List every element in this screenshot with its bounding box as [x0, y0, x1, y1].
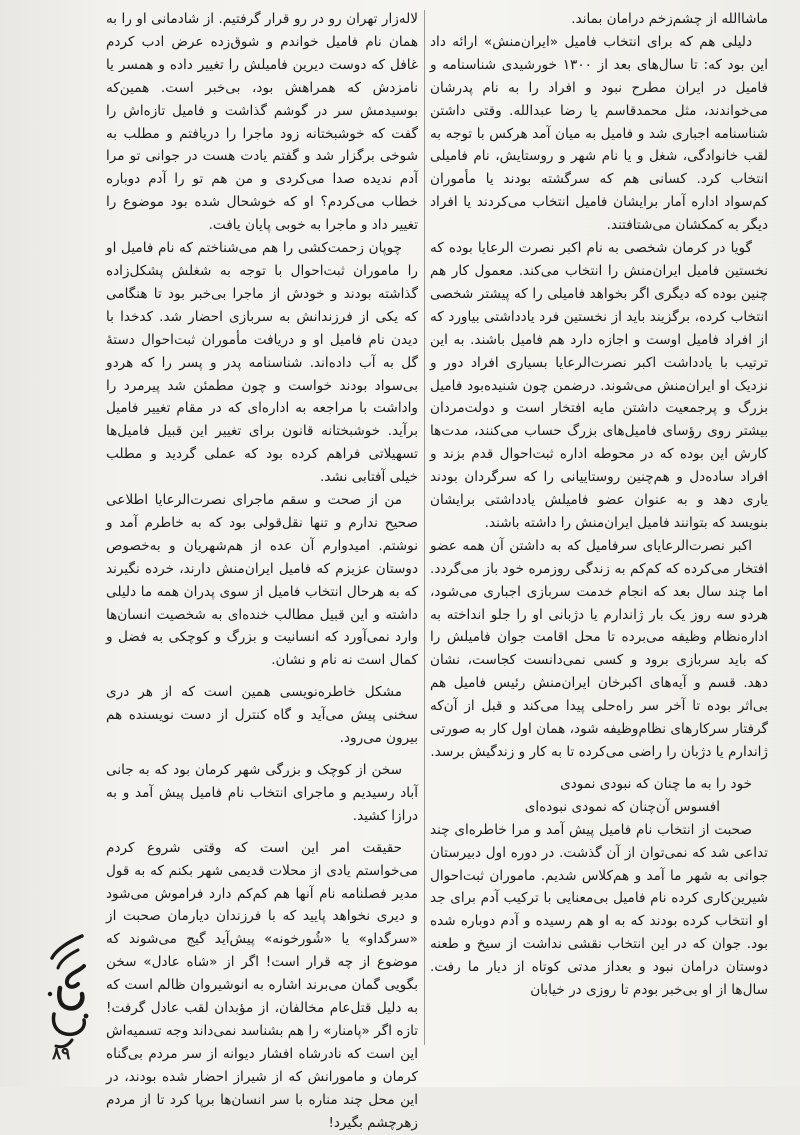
- paragraph: من از صحت و سقم ماجرای نصرت‌الرعایا اطلاعی صحیح ندارم و تنها نقل‌قولی بود که به خاطرم آمد و نوشتم. امیدوارم آن عده از هم‌شهریان و به‌خصوص دوستان عزیزم که فامیل ایران‌منش دارند، خرده نگیرند که به هرحال انتخاب فامیل از سوی پدران همه ما دلیلی داشته و این قبیل مطالب خنده‌ای به شخصیت انسان‌ها وارد نمی‌آورد که انسانیت و بزرگ و کوچکی به فضل و کمال است نه نام و نشان.: [106, 492, 418, 669]
- kerman-logo: [38, 928, 102, 1058]
- paragraph: حقیقت امر این است که وقتی شروع کردم می‌خواستم یادی از محلات قدیمی شهر بکنم که به قول مدیر فصلنامه نام آنها هم کم‌کم دارد فراموش می‌شود و دیری نخواهد پایید که با فرزندان دیارمان صحبت از «سرگداو» یا «شُورخونه» پیش‌آید گیج می‌شوند که موضوع از چه قرار است! اگر از «شاه عادل» سخن بگویی گمان می‌برند اشاره به انوشیروان ظالم است که به دلیل قتل‌عام مخالفان، از مؤبدان لقب عادل گرفت! تازه اگر «پامنار» را هم بشناسد نمی‌داند وجه تسمیه‌اش این است که نادرشاه افشار دیوانه از سر مردم بی‌گناه کرمان و مامورانش که از شیراز احضار شده بودند، در این محل چند مناره با سر انسان‌ها برپا کرد تا از مردم زهرچشم بگیرد!: [106, 839, 418, 1131]
- paragraph: گویا در کرمان شخصی به نام اکبر نصرت الرعایا بوده که نخستین فامیل ایران‌منش را انتخاب می‌کند. معمول کار هم چنین بوده که دیگری اگر بخواهد فامیلی را که پیشتر شخصی انتخاب کرده، برگزیند باید از نخستین فرد یادداشتی بیاورد که از افراد فامیل اوست و اجازه دارد هم فامیل باشند. به این ترتیب با یادداشت اکبر نصرت‌الرعایا بسیاری افراد دور و نزدیک او ایران‌منش می‌شوند. درضمن چون شنیده‌بود فامیل بزرگ و پرجمعیت داشتن مایه افتخار است و دولت‌مردان بیشتر روی رؤسای فامیل‌های بزرگ حساب می‌کنند، مدت‌ها کارش این بوده که در محوطه اداره ثبت‌احوال قدم بزند و افراد ساده‌دل و هم‌چنین روستاییانی را که سرگردان بودند یاری دهد و به عنوان عضو فامیلش یادداشتی برایشان بنویسد که بتوانند فامیل ایران‌منش را داشته باشند.: [430, 240, 768, 531]
- paragraph: اکبر نصرت‌الرعایای سرفامیل که به داشتن آن همه عضو افتخار می‌کرده که کم‌کم به زندگی روزمره خود باز می‌گردد. اما چند سال بعد که انجام خدمت سربازی اجباری می‌شود، هردو سه روز یک بار ژاندارم یا دژبانی او را جلو انداخته به اداره‌نظام وظیفه می‌برده تا محل اقامت جوان فامیلش را که باید سربازی برود و کسی نمی‌دانست کجاست، نشان دهد. قسم و آیه‌های اکبرخان ایران‌منش رئیس فامیل هم بی‌اثر بوده تا آخر سر راه‌حلی پیدا می‌کند و قبل از آن‌که گرفتار سرکارهای نظام‌وظیفه شود، همان اول کار به صورتی ژاندارم یا دژبان را راضی می‌کرده تا به کار و زندگیش برسد.: [430, 537, 768, 760]
- calligraphy-logo-icon: [38, 928, 102, 1058]
- article-column-left: [106, 8, 418, 1131]
- column-divider: [424, 10, 425, 1045]
- paragraph: مشکل خاطره‌نویسی همین است که از هر دری سخنی پیش می‌آید و گاه کنترل از دست نویسنده هم بیرون می‌رود.: [106, 684, 418, 747]
- paragraph: لاله‌زار تهران رو در رو قرار گرفتیم. از شادمانی او را به همان نام فامیل خواندم و شوق‌زده عرض ادب کردم غافل که دوست دیرین فامیلش را تغییر داده و همسر یا نامزدش که همراهش بود، بی‌خبر است. همین‌که بوسیدمش سر در گوشم گذاشت و فامیل تازه‌اش را گفت که خوشبختانه زود ماجرا را دریافتم و مطلب به شوخی برگزار شد و گفتم یادت هست در جوانی تو مرا آدم ندیده صدا می‌کردی و من هم تو را آدم دوباره خطاب می‌کردم؟ او که خوشحال شده بود موضوع را تغییر داد و ماجرا به خوبی پایان یافت.: [106, 11, 418, 234]
- page-number: ۸۹: [52, 1044, 71, 1064]
- poem-line-2: افسوس آن‌چنان که نمودی نبوده‌ای: [524, 798, 720, 815]
- paragraph: سخن از کوچک و بزرگی شهر کرمان بود که به جانی آباد رسیدیم و ماجرای انتخاب نام فامیل پیش آمد و به درازا کشید.: [106, 762, 418, 824]
- article-column-right: [430, 8, 768, 1048]
- poem-line-1: خود را به ما چنان که نبودی نمودی: [560, 775, 752, 792]
- paragraph: دلیلی هم که برای انتخاب فامیل «ایران‌منش» ارائه داد این بود که: تا سال‌های بعد از ۱۳۰۰ خورشیدی شناسنامه و فامیل در ایران مطرح نبود و افراد را به نام پدرشان می‌خواندند، مثل محمدقاسم یا رضا عبدالله. وقتی داشتن شناسنامه اجباری شد و فامیل به میان آمد هرکس با توجه به لقب خانوادگی، شغل و یا نام شهر و روستایش، نام فامیلی انتخاب کرد. کسانی هم که سرگشته بودند یا مأموران کم‌سواد اداره آمار برایشان فامیل انتخاب می‌کردند یا افراد دیگر به کمکشان می‌شتافتند.: [430, 33, 768, 234]
- paragraph: چوپان زحمت‌کشی را هم می‌شناختم که نام فامیل او را ماموران ثبت‌احوال با توجه به شغلش پشکل‌زاده گذاشته بودند و خودش از ماجرا بی‌خبر بود تا هنگامی که یکی از فرزندانش به سربازی احضار شد. کدخدا با دیدن نام فامیل او و دریافت مأموران ثبت‌احوال دستهٔ گل به آب داده‌اند. شناسنامه پدر و پسر را که هردو بی‌سواد بودند خواست و چون مطمئن شد پیرمرد را واداشت با مراجعه به اداره‌ای که در مقام تغییر فامیل برآید. خوشبختانه قانون برای تغییر این قبیل فامیل‌ها تسهیلاتی فراهم کرده بود که عملی گردید و مطلب خیلی آفتابی نشد.: [106, 240, 418, 486]
- paragraph: ماشاالله از چشم‌زخم درامان بماند.: [571, 11, 768, 27]
- paragraph: صحبت از انتخاب نام فامیل پیش آمد و مرا خاطره‌ای چند تداعی شد که نمی‌توان از آن گذشت. در دوره اول دبیرستان جوانی به شهر ما آمد و هم‌کلاس شدیم. ماموران ثبت‌احوال شیرین‌کاری کرده نام فامیل بی‌معنایی با ترکیب آدم برای جد او انتخاب کرده بودند که به او هم رسیده و آدم دوباره شده بود. جوان که در این انتخاب نقشی نداشت از سیخ و طعنه دوستان درامان نبود و بعداز مدتی کوتاه از دیار ما رفت. سال‌ها از او بی‌خبر بودم تا روزی در خیابان: [430, 821, 768, 999]
